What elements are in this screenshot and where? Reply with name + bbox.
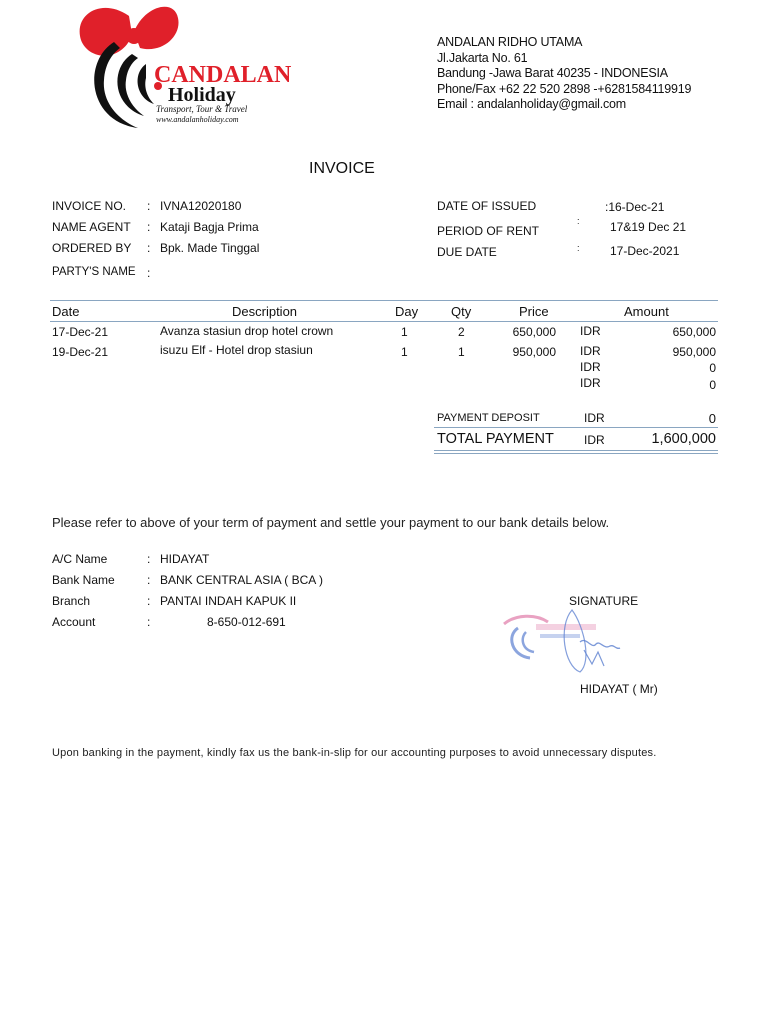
period-rent-value: 17&19 Dec 21 xyxy=(610,220,687,234)
name-agent-label: NAME AGENT xyxy=(52,220,131,234)
ordered-by-label: ORDERED BY xyxy=(52,241,132,255)
date-issued-value: :16-Dec-21 xyxy=(605,200,665,214)
company-address-block xyxy=(437,35,691,113)
signature-stamp xyxy=(496,606,626,676)
col-header-amount: Amount xyxy=(624,304,669,319)
account-label: Account xyxy=(52,615,96,629)
row-price: 650,000 xyxy=(512,325,556,339)
colon: : xyxy=(147,615,151,629)
colon: : xyxy=(147,241,151,255)
colon: : xyxy=(147,552,151,566)
row-currency: IDR xyxy=(580,324,601,338)
row-amount: 0 xyxy=(709,361,716,375)
colon: : xyxy=(147,594,151,608)
company-email: Email : andalanholiday@gmail.com xyxy=(437,97,627,112)
table-header-rule xyxy=(50,321,718,322)
payment-instruction: Please refer to above of your term of payment and settle your payment to our bank details below. xyxy=(52,515,610,530)
period-rent-label: PERIOD OF RENT xyxy=(437,224,540,238)
bank-name-label: Bank Name xyxy=(52,573,115,587)
footer-note: Upon banking in the payment, kindly fax us the bank-in-slip for our accounting purposes to avoid unnecessary disputes. xyxy=(52,747,657,759)
col-header-date: Date xyxy=(52,304,80,319)
ac-name-value: HIDAYAT xyxy=(160,552,210,566)
row-amount: 0 xyxy=(709,378,716,392)
colon: : xyxy=(147,220,151,234)
ac-name-label: A/C Name xyxy=(52,552,108,566)
account-value: 8-650-012-691 xyxy=(207,615,286,629)
row-date: 17-Dec-21 xyxy=(52,325,109,339)
total-bottom-rule xyxy=(434,450,718,451)
row-amount: 950,000 xyxy=(672,345,716,359)
signature-label: SIGNATURE xyxy=(569,594,639,608)
company-city: Bandung -Jawa Barat 40235 - INDONESIA xyxy=(437,66,668,81)
invoice-no-label: INVOICE NO. xyxy=(52,199,127,213)
row-currency: IDR xyxy=(580,344,601,358)
logo-url: www.andalanholiday.com xyxy=(156,115,239,124)
total-payment-value: 1,600,000 xyxy=(651,431,716,447)
row-description: Avanza stasiun drop hotel crown xyxy=(160,324,334,338)
row-currency: IDR xyxy=(580,360,601,374)
name-agent-value: Kataji Bagja Prima xyxy=(160,220,259,234)
total-payment-label: TOTAL PAYMENT xyxy=(437,431,554,447)
party-name-label: PARTY'S NAME xyxy=(52,266,136,278)
company-street: Jl.Jakarta No. 61 xyxy=(437,50,528,65)
row-day: 1 xyxy=(401,345,408,359)
total-double-rule xyxy=(434,453,718,454)
signature-name: HIDAYAT ( Mr) xyxy=(580,682,658,696)
colon: : xyxy=(147,266,151,280)
bank-name-value: BANK CENTRAL ASIA ( BCA ) xyxy=(160,573,323,587)
invoice-no-value: IVNA12020180 xyxy=(160,199,242,213)
row-qty: 2 xyxy=(458,325,465,339)
branch-value: PANTAI INDAH KAPUK II xyxy=(160,594,297,608)
row-date: 19-Dec-21 xyxy=(52,345,109,359)
colon: : xyxy=(577,243,580,253)
row-price: 950,000 xyxy=(512,345,556,359)
signature-stamp-graphic xyxy=(496,606,626,676)
payment-deposit-label: PAYMENT DEPOSIT xyxy=(437,412,540,424)
logo-graphic xyxy=(74,2,292,132)
company-name: ANDALAN RIDHO UTAMA xyxy=(437,35,583,49)
col-header-qty: Qty xyxy=(451,304,472,319)
total-payment-currency: IDR xyxy=(584,433,605,447)
colon: : xyxy=(147,573,151,587)
due-date-value: 17-Dec-2021 xyxy=(610,244,680,258)
invoice-title: INVOICE xyxy=(309,160,375,177)
due-date-label: DUE DATE xyxy=(437,245,497,259)
company-logo xyxy=(74,2,292,132)
branch-label: Branch xyxy=(52,594,91,608)
date-issued-label: DATE OF ISSUED xyxy=(437,199,537,213)
ordered-by-value: Bpk. Made Tinggal xyxy=(160,241,260,255)
logo-brand: CANDALAN xyxy=(154,62,292,88)
row-currency: IDR xyxy=(580,376,601,390)
logo-tagline: Transport, Tour & Travel xyxy=(156,104,248,114)
payment-deposit-value: 0 xyxy=(708,411,716,426)
row-qty: 1 xyxy=(458,345,465,359)
col-header-description: Description xyxy=(232,304,298,319)
row-day: 1 xyxy=(401,325,408,339)
payment-deposit-currency: IDR xyxy=(584,411,605,425)
colon: : xyxy=(147,199,151,213)
total-top-rule xyxy=(434,427,718,428)
row-description: isuzu Elf - Hotel drop stasiun xyxy=(160,343,313,357)
logo-sub: Holiday xyxy=(168,84,236,106)
company-phone: Phone/Fax +62 22 520 2898 -+6281584119919 xyxy=(437,81,692,96)
table-top-rule xyxy=(50,300,718,301)
col-header-price: Price xyxy=(519,304,549,319)
row-amount: 650,000 xyxy=(672,325,716,339)
col-header-day: Day xyxy=(395,304,419,319)
colon: : xyxy=(577,216,580,226)
